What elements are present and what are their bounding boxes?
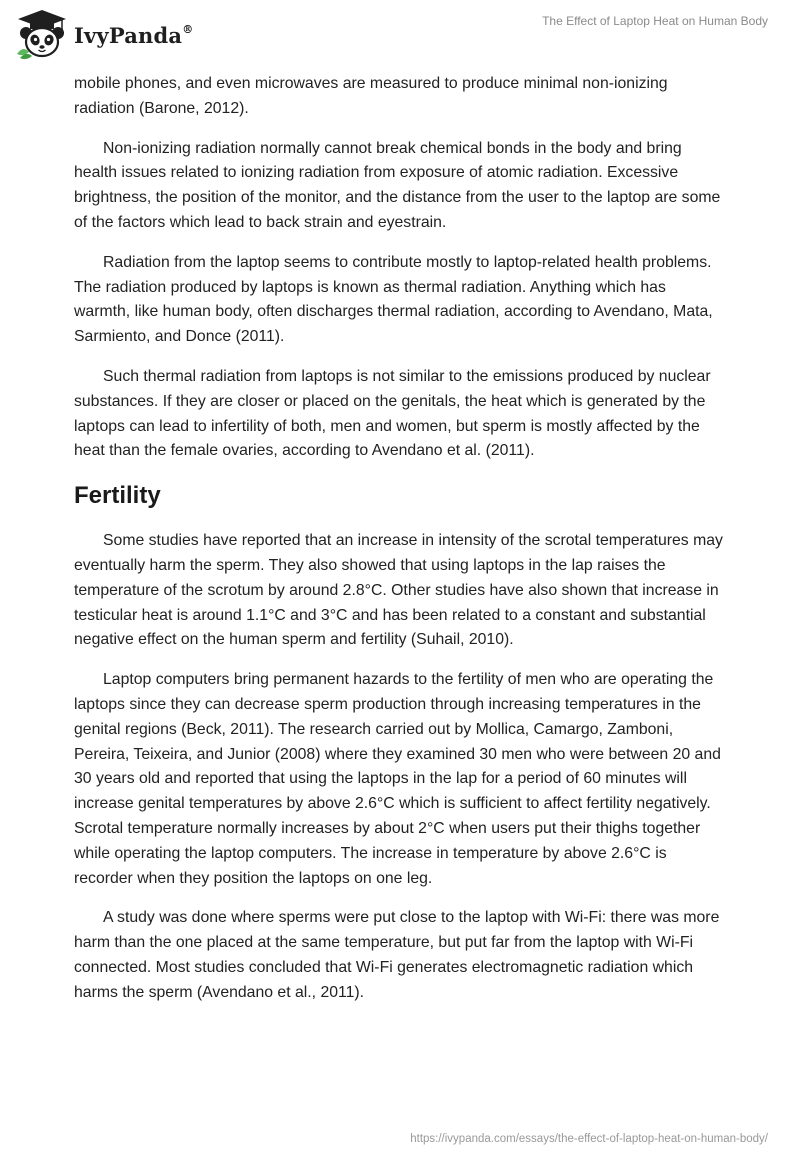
document-title: The Effect of Laptop Heat on Human Body xyxy=(542,14,768,28)
panda-graduate-icon xyxy=(14,8,70,60)
paragraph: mobile phones, and even microwaves are measured to produce minimal non-ionizing radiation (Barone, 2012). xyxy=(74,75,668,117)
essay-body xyxy=(74,72,724,1021)
paragraph: Some studies have reported that an increase in intensity of the scrotal temperatures may eventually harm the sperm. They also showed that using laptops in the lap raises the temperature of the scrotum by around 2.8°C. Other studies have also shown that increase in testicular heat is around 1.1°C and 3°C and has been related to a constant and substantial negative effect on the human sperm and fertility (Suhail, 2010). xyxy=(74,532,723,649)
page-header xyxy=(0,0,800,66)
paragraph: Laptop computers bring permanent hazards to the fertility of men who are operating the laptops since they can decrease sperm production through increasing temperatures in the genital regions (Beck, 2011). The research carried out by Mollica, Camargo, Zamboni, Pereira, Teixeira, and Junior (2008) where they examined 30 men who were between 20 and 30 years old and reported that using the laptops in the lap for a period of 60 minutes will increase genital temperatures by above 2.6°C which is sufficient to affect fertility negatively. Scrotal temperature normally increases by about 2°C when users put their thighs together while operating the laptop computers. The increase in temperature by above 2.6°C is recorder when they position the laptops on one leg. xyxy=(74,671,721,887)
source-url[interactable]: https://ivypanda.com/essays/the-effect-of-laptop-heat-on-human-body/ xyxy=(410,1133,768,1145)
brand-name xyxy=(74,23,193,48)
paragraph: Such thermal radiation from laptops is not similar to the emissions produced by nuclear substances. If they are closer or placed on the genitals, the heat which is generated by the laptops can lead to infertility of both, men and women, but sperm is mostly affected by the heat than the female ovaries, according to Avendano et al. (2011). xyxy=(74,367,711,460)
section-heading: Fertility xyxy=(74,482,161,510)
paragraph: Non-ionizing radiation normally cannot break chemical bonds in the body and bring health issues related to ionizing radiation from exposure of atomic radiation. Excessive brightness, the position of the monitor, and the distance from the user to the laptop are some of the factors which lead to back strain and eyestrain. xyxy=(74,139,721,231)
paragraph: A study was done where sperms were put close to the laptop with Wi-Fi: there was more harm than the one placed at the same temperature, but put far from the laptop with Wi-Fi connected. Most studies concluded that Wi-Fi generates electromagnetic radiation which harms the sperm (Avendano et al., 2011). xyxy=(74,909,720,1001)
paragraph: Radiation from the laptop seems to contribute mostly to laptop-related health problems. The radiation produced by laptops is known as thermal radiation. Anything which has warmth, like human body, often discharges thermal radiation, according to Avendano, Mata, Sarmiento, and Donce (2011). xyxy=(74,253,713,346)
brand-text: IvyPanda xyxy=(74,22,183,48)
registered-mark: ® xyxy=(182,22,194,36)
ivypanda-logo[interactable] xyxy=(14,8,193,60)
